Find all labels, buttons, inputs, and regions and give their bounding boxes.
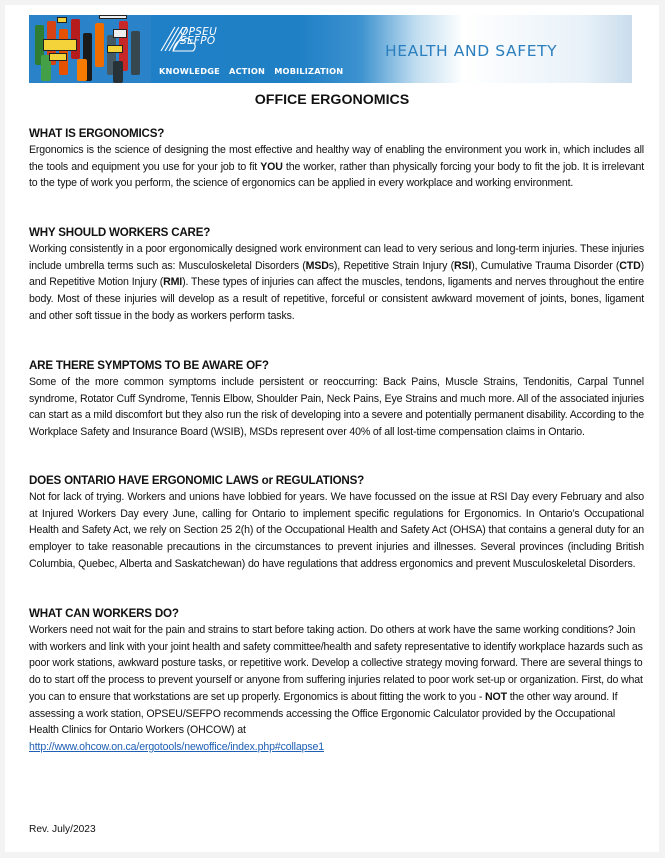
- section-body: Not for lack of trying. Workers and unions have lobbied for years. We have focussed on the issue at RSI Day every February and also at Injured Workers Day every June, calling for Ontario to implement specific regulations for Ergonomics. In Ontario’s Occupational Health and Safety Act, we rely on Section 25 2(h) of the Occupational Health and Safety Act (OHSA) that contains a general duty for an employer to take reasonable precautions in the circumstances to prevent injuries and illnesses. Several provinces (including British Columbia, Quebec, Alberta and Saskatchewan) do have regulations that address ergonomics and prevent Musculoskeletal Disorders.: [29, 491, 644, 570]
- ohcow-calculator-link[interactable]: http://www.ohcow.on.ca/ergotools/newoffice/index.php#collapse1: [29, 740, 324, 753]
- revision-date: Rev. July/2023: [29, 824, 96, 835]
- opseu-sefpo-logo-icon: [159, 23, 279, 59]
- section-heading: WHAT CAN WORKERS DO?: [29, 607, 179, 620]
- banner-tagline: KNOWLEDGE ACTION MOBILIZATION: [159, 66, 344, 76]
- section-what-is-ergonomics: [29, 126, 644, 192]
- section-heading: ARE THERE SYMPTOMS TO BE AWARE OF?: [29, 359, 269, 372]
- section-heading: WHAT IS ERGONOMICS?: [29, 127, 165, 140]
- section-why-should-workers-care: [29, 225, 644, 325]
- document-title: OFFICE ERGONOMICS: [254, 92, 410, 108]
- section-heading: DOES ONTARIO HAVE ERGONOMIC LAWS or REGULATIONS?: [29, 474, 364, 487]
- section-body: Some of the more common symptoms include persistent or reoccurring: Back Pains, Muscle Strains, Tendonitis, Carpal Tunnel syndrome, Rotator Cuff Syndrome, Tennis Elbow, Shoulder Pain, Neck Pains, Eye Strains and much more. All of the associated injuries can start as a mild discomfort but they also run the risk of developing into a severe and potentially permanent disability. According to the Workplace Safety and Insurance Board (WSIB), MSDs represent over 40% of all lost-time compensation claims in Ontario.: [29, 376, 644, 439]
- section-heading: WHY SHOULD WORKERS CARE?: [29, 226, 211, 239]
- section-body: Working consistently in a poor ergonomically designed work environment can lead to very serious and long-term injuries. These injuries include umbrella terms such as: Musculoskeletal Disorders (MSDs), Repetitive Strain Injury (RSI), Cumulative Trauma Disorder (CTD) and Repetitive Motion Injury (RMI). These types of injuries can affect the muscles, tendons, ligaments and nerves throughout the entire body. Most of these injuries will develop as a result of repetitive, forceful or consistent awkward movement of joints, bones, ligament and other soft tissue in the body as workers perform tasks.: [29, 243, 644, 322]
- section-body-text: Workers need not wait for the pain and strains to start before taking action. Do others at work have the same working conditions? Join with workers and link with your joint health and safety committee/health and safety representative to identify workplace hazards such as poor work stations, awkward posture tasks, or repetitive work. Develop a collective strategy moving forward. There are several things to do to start off the process to prevent yourself or anyone from suffering injuries related to poor work set-up or organization. First, do what you can to ensure that workstations are set up properly. Ergonomics is about fitting the work to you - NOT the other way around. If assessing a work station, OPSEU/SEFPO recommends accessing the Office Ergonomic Calculator provided by the Occupational Health Clinics for Ontario Workers (OHCOW) at: [29, 624, 643, 737]
- document-page: [5, 5, 659, 852]
- program-title: HEALTH AND SAFETY: [385, 42, 558, 60]
- workers-crowd-illustration: [29, 15, 151, 83]
- section-body: Ergonomics is the science of designing the most effective and healthy way of enabling the environment you work in, which includes all the tools and equipment you use for your job to fit YOU the worker, rather than physically forcing your body to fit the job. It is irrelevant to the type of work you perform, the science of ergonomics can be applied in every workplace and working environment.: [29, 144, 644, 190]
- health-and-safety-banner: [29, 15, 632, 83]
- section-what-can-workers-do: [29, 606, 644, 756]
- section-ontario-laws: [29, 473, 644, 573]
- logo-sefpo: SEFPO: [180, 35, 216, 47]
- org-logo-text: [180, 28, 217, 46]
- section-body: [29, 622, 644, 756]
- logo-opseu: OPSEU: [180, 26, 218, 38]
- section-symptoms: [29, 358, 644, 441]
